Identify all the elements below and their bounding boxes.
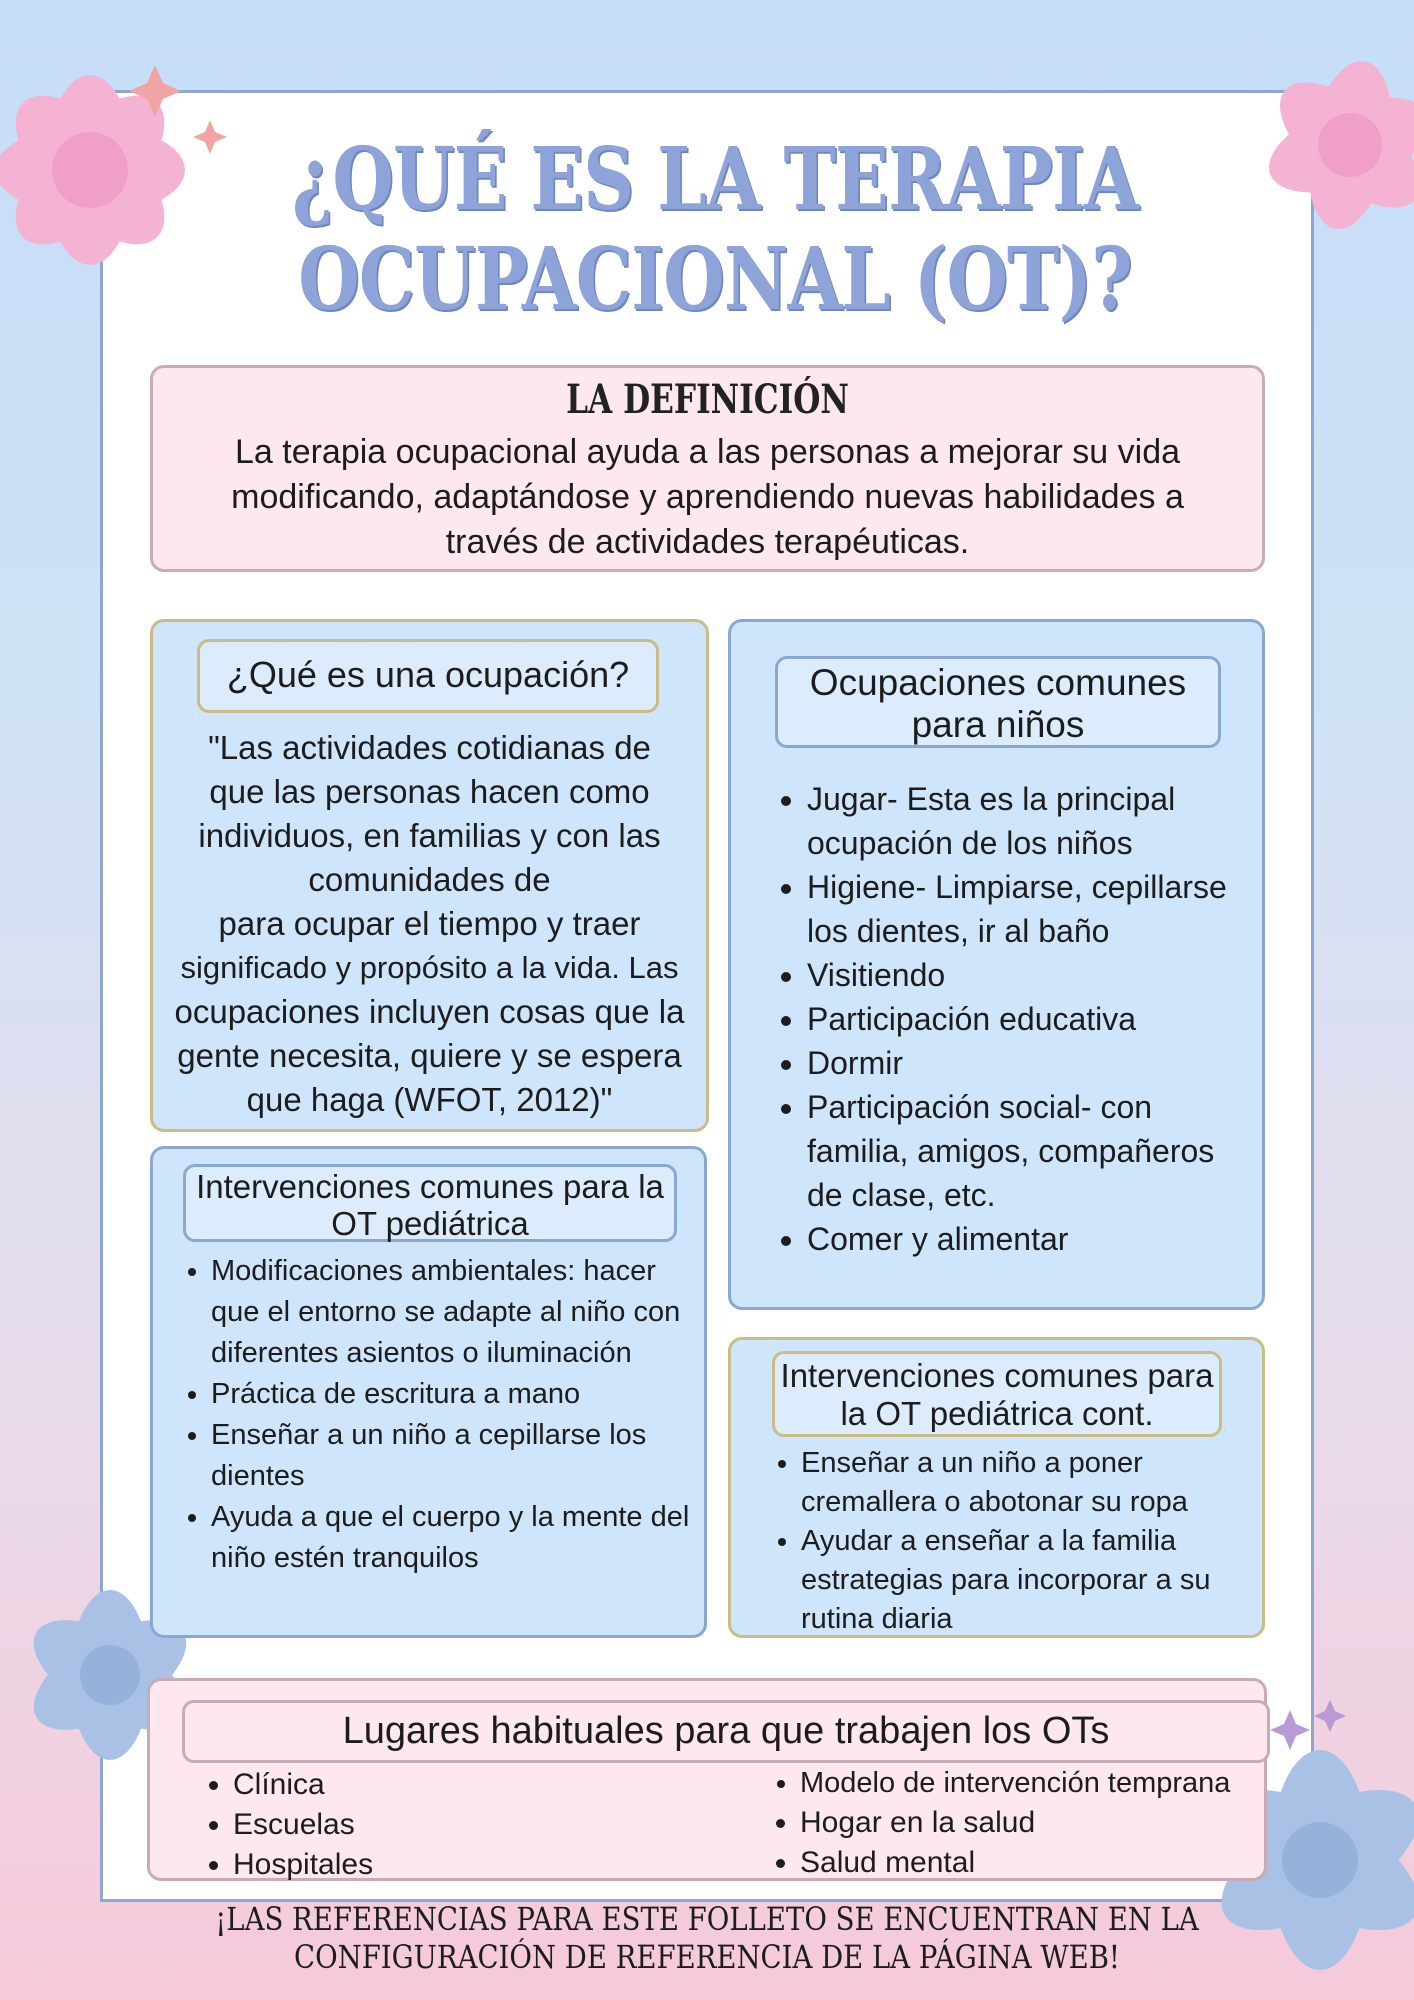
list-item: • Práctica de escritura a mano — [211, 1374, 694, 1415]
places-box — [147, 1678, 1267, 1881]
list-item: • Enseñar a un niño a poner cremallera o abotonar su ropa — [801, 1444, 1250, 1522]
common-occupations-box — [728, 619, 1265, 1310]
definition-text: La terapia ocupacional ayuda a las personas a mejorar su vida modificando, adaptándose y aprendiendo nuevas habilidades a través de actividades terapéuticas. — [231, 433, 1184, 561]
occupation-heading: ¿Qué es una ocupación? — [197, 639, 659, 713]
list-item: • Comer y alimentar — [807, 1217, 1248, 1261]
interventions-cont-list — [753, 1444, 1250, 1639]
places-heading: Lugares habituales para que trabajen los OTs — [182, 1700, 1270, 1763]
list-item: • Visitiendo — [807, 953, 1248, 997]
list-item: • Enseñar a un niño a cepillarse los dientes — [211, 1415, 694, 1497]
common-occupations-list — [759, 777, 1248, 1261]
list-item: • Modificaciones ambientales: hacer que el entorno se adapte al niño con diferentes asientos o iluminación — [211, 1251, 694, 1374]
pink-flower-top-left-icon — [0, 20, 250, 350]
interventions-cont-box — [728, 1337, 1265, 1638]
definition-heading: LA DEFINICIÓN — [566, 376, 849, 423]
occupation-box — [150, 619, 709, 1132]
list-item: • Participación social- con familia, amigos, compañeros de clase, etc. — [807, 1085, 1248, 1217]
list-item: • Modelo de intervención temprana — [800, 1763, 1316, 1803]
interventions-cont-heading: Intervenciones comunes para la OT pediátrica cont. — [772, 1351, 1222, 1437]
common-occupations-heading: Ocupaciones comunes para niños — [775, 656, 1221, 748]
list-item: • Dormir — [807, 1041, 1248, 1085]
list-item: • Clínica — [233, 1765, 713, 1805]
list-item: • Higiene- Limpiarse, cepillarse los dientes, ir al baño — [807, 865, 1248, 953]
list-item: • Ayuda a que el cuerpo y la mente del niño estén tranquilos — [211, 1497, 694, 1579]
interventions-heading: Intervenciones comunes para la OT pediátrica — [183, 1164, 677, 1242]
references-footer: ¡LAS REFERENCIAS PARA ESTE FOLLETO SE ENCUENTRAN EN LA CONFIGURACIÓN DE REFERENCIA DE LA PÁGINA WEB! — [215, 1900, 1199, 1976]
list-item: • Participación educativa — [807, 997, 1248, 1041]
interventions-list — [163, 1251, 694, 1579]
definition-box — [150, 365, 1265, 572]
list-item: • Jugar- Esta es la principal ocupación de los niños — [807, 777, 1248, 865]
pink-flower-top-right-icon — [1240, 30, 1414, 260]
list-item: • Hospitales — [233, 1845, 713, 1885]
places-list-right — [752, 1763, 1316, 1883]
places-list-left — [185, 1765, 713, 1885]
list-item: • Escuelas — [233, 1805, 713, 1845]
list-item: • Ayudar a enseñar a la familia estrategias para incorporar a su rutina diaria — [801, 1522, 1250, 1639]
interventions-box — [150, 1146, 707, 1638]
list-item: • Salud mental — [800, 1843, 1316, 1883]
list-item: • Hogar en la salud — [800, 1803, 1316, 1843]
page-title: ¿QUÉ ES LA TERAPIA OCUPACIONAL (OT)? — [291, 129, 1139, 330]
occupation-quote: "Las actividades cotidianas de que las personas hacen como individuos, en familias y con las comunidades de para ocupar el tiempo y traer significado y propósito a la vida. Las ocupaciones incluyen cosas que la gente necesita, quiere y se espera que haga (WFOT, 2012)" — [174, 729, 685, 1118]
